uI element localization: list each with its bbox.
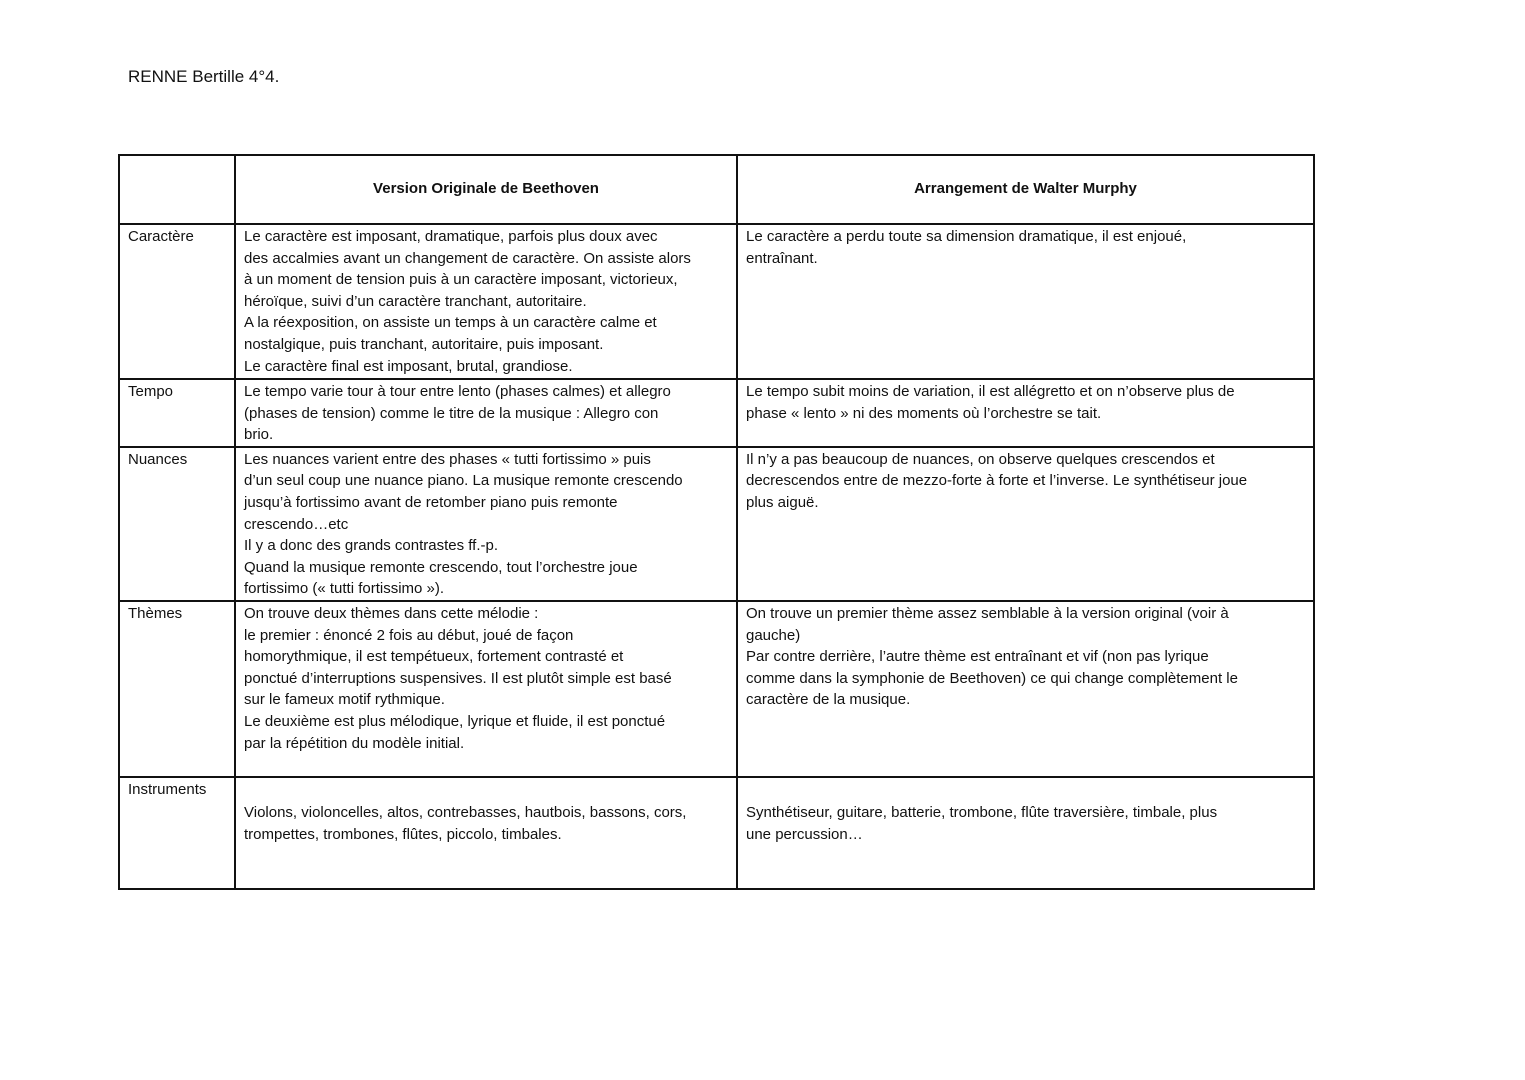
row-label-nuances: Nuances: [119, 447, 235, 601]
row-label-themes: Thèmes: [119, 601, 235, 777]
header-corner-cell: [119, 155, 235, 224]
comparison-table: [118, 154, 1315, 890]
row-label-tempo: Tempo: [119, 379, 235, 447]
table-row-caractere: [119, 224, 1314, 379]
cell-tempo-beethoven: Le tempo varie tour à tour entre lento (phases calmes) et allegro (phases de tension) comme le titre de la musique : Allegro con brio.: [235, 379, 737, 447]
cell-caractere-beethoven: Le caractère est imposant, dramatique, parfois plus doux avec des accalmies avant un changement de caractère. On assiste alors à un moment de tension puis à un caractère imposant, victorieux, héroïque, suivi d’un caractère tranchant, autoritaire. A la réexposition, on assiste un temps à un caractère calme et nostalgique, puis tranchant, autoritaire, puis imposant. Le caractère final est imposant, brutal, grandiose.: [235, 224, 737, 379]
row-label-instruments: Instruments: [119, 777, 235, 889]
student-name-class: RENNE Bertille 4°4.: [128, 67, 280, 86]
table-header-row: [119, 155, 1314, 224]
table-row-themes: [119, 601, 1314, 777]
cell-nuances-beethoven: Les nuances varient entre des phases « tutti fortissimo » puis d’un seul coup une nuance piano. La musique remonte crescendo jusqu’à fortissimo avant de retomber piano puis remonte crescendo…etc Il y a donc des grands contrastes ff.-p. Quand la musique remonte crescendo, tout l’orchestre joue fortissimo (« tutti fortissimo »).: [235, 447, 737, 601]
cell-nuances-murphy: Il n’y a pas beaucoup de nuances, on observe quelques crescendos et decrescendos entre de mezzo-forte à forte et l’inverse. Le synthétiseur joue plus aiguë.: [737, 447, 1314, 601]
row-label-caractere: Caractère: [119, 224, 235, 379]
header-murphy: Arrangement de Walter Murphy: [737, 155, 1314, 224]
table-row-nuances: [119, 447, 1314, 601]
cell-themes-beethoven: On trouve deux thèmes dans cette mélodie : le premier : énoncé 2 fois au début, joué de façon homorythmique, il est tempétueux, fortement contrasté et ponctué d’interruptions suspensives. Il est plutôt simple est basé sur le fameux motif rythmique. Le deuxième est plus mélodique, lyrique et fluide, il est ponctué par la répétition du modèle initial.: [235, 601, 737, 777]
cell-instruments-murphy: Synthétiseur, guitare, batterie, trombone, flûte traversière, timbale, plus une percussion…: [737, 777, 1314, 889]
cell-instruments-beethoven: Violons, violoncelles, altos, contrebasses, hautbois, bassons, cors, trompettes, trombones, flûtes, piccolo, timbales.: [235, 777, 737, 889]
table-row-tempo: [119, 379, 1314, 447]
cell-tempo-murphy: Le tempo subit moins de variation, il est allégretto et on n’observe plus de phase « lento » ni des moments où l’orchestre se tait.: [737, 379, 1314, 447]
cell-caractere-murphy: Le caractère a perdu toute sa dimension dramatique, il est enjoué, entraînant.: [737, 224, 1314, 379]
table-row-instruments: [119, 777, 1314, 889]
header-beethoven: Version Originale de Beethoven: [235, 155, 737, 224]
cell-themes-murphy: On trouve un premier thème assez semblable à la version original (voir à gauche) Par contre derrière, l’autre thème est entraînant et vif (non pas lyrique comme dans la symphonie de Beethoven) ce qui change complètement le caractère de la musique.: [737, 601, 1314, 777]
